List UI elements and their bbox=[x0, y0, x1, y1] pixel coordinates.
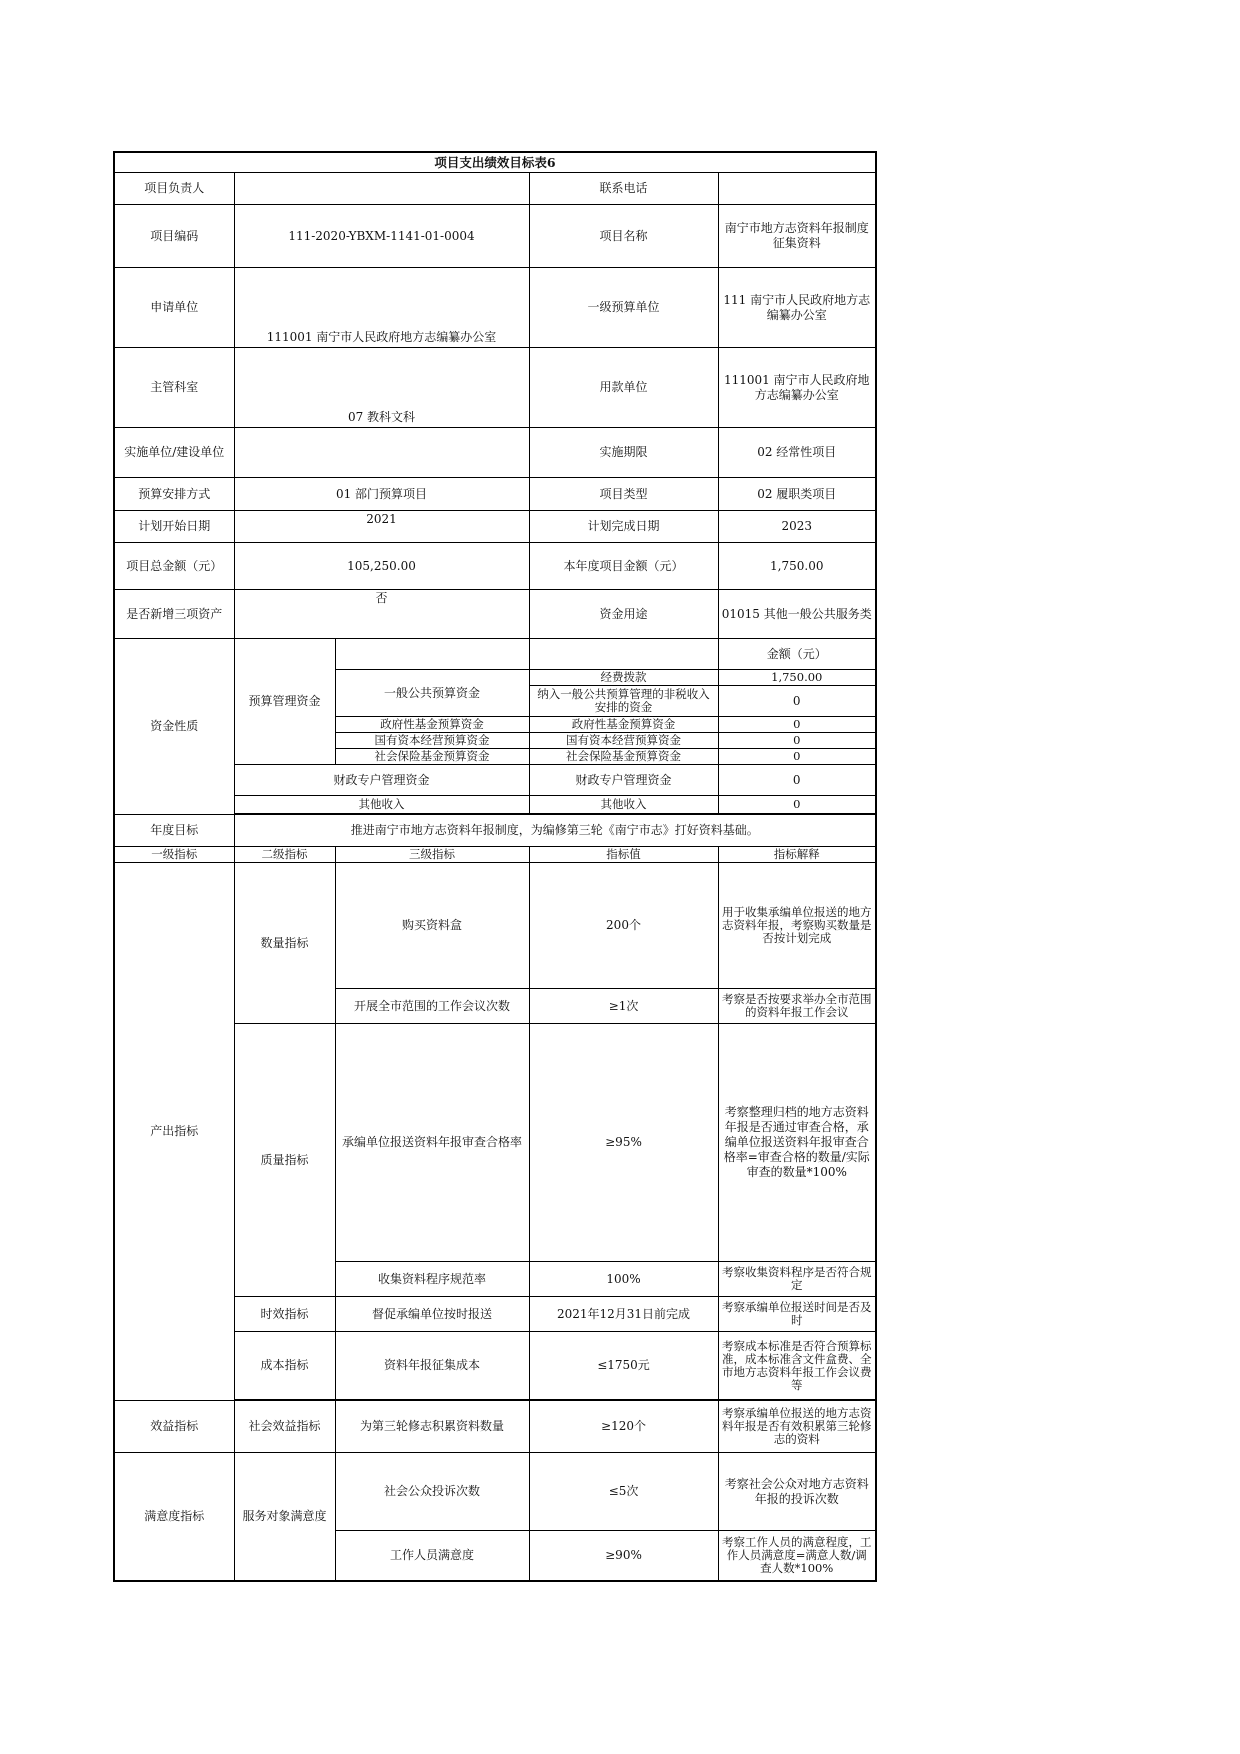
annual-goal-label: 年度目标 bbox=[114, 815, 234, 847]
cost-indicator: 成本指标 bbox=[234, 1332, 335, 1400]
indicator-name: 工作人员满意度 bbox=[335, 1531, 529, 1581]
state-capital-value: 0 bbox=[718, 733, 876, 749]
quality-indicator: 质量指标 bbox=[234, 1024, 335, 1297]
indicator-desc: 考察承编单位报送的地方志资料年报是否有效积累第三轮修志的资料 bbox=[718, 1401, 876, 1453]
impl-unit-value bbox=[234, 428, 529, 478]
year-amount-label: 本年度项目金额（元） bbox=[529, 543, 718, 590]
gov-fund-label-2: 政府性基金预算资金 bbox=[529, 717, 718, 733]
apply-unit-value: 111001 南宁市人民政府地方志编纂办公室 bbox=[234, 268, 529, 348]
blank-cell bbox=[529, 639, 718, 670]
indicator-name: 为第三轮修志积累资料数量 bbox=[335, 1401, 529, 1453]
gov-fund-label: 政府性基金预算资金 bbox=[335, 717, 529, 733]
indicator-value: ≤1750元 bbox=[529, 1332, 718, 1400]
project-type-label: 项目类型 bbox=[529, 478, 718, 511]
plan-start-label: 计划开始日期 bbox=[114, 511, 234, 543]
annual-goal-value: 推进南宁市地方志资料年报制度，为编修第三轮《南宁市志》打好资料基础。 bbox=[234, 815, 876, 847]
indicator-header-level3: 三级指标 bbox=[335, 847, 529, 863]
total-amount-label: 项目总金额（元） bbox=[114, 543, 234, 590]
indicator-name: 社会公众投诉次数 bbox=[335, 1453, 529, 1531]
fund-nature-label: 资金性质 bbox=[114, 639, 234, 815]
indicator-desc: 考察社会公众对地方志资料年报的投诉次数 bbox=[718, 1453, 876, 1531]
project-type-value: 02 履职类项目 bbox=[718, 478, 876, 511]
project-name-value: 南宁市地方志资料年报制度征集资料 bbox=[718, 205, 876, 268]
plan-end-value: 2023 bbox=[718, 511, 876, 543]
satisfaction-level1: 满意度指标 bbox=[114, 1453, 234, 1581]
timeliness-indicator: 时效指标 bbox=[234, 1297, 335, 1332]
nontax-label: 纳入一般公共预算管理的非税收入安排的资金 bbox=[529, 686, 718, 717]
table-title: 项目支出绩效目标表6 bbox=[114, 152, 876, 173]
indicator-name: 督促承编单位按时报送 bbox=[335, 1297, 529, 1332]
indicator-header-value: 指标值 bbox=[529, 847, 718, 863]
gov-fund-value: 0 bbox=[718, 717, 876, 733]
fund-use-value: 01015 其他一般公共服务类 bbox=[718, 590, 876, 639]
indicator-name: 承编单位报送资料年报审查合格率 bbox=[335, 1024, 529, 1262]
year-amount-value: 1,750.00 bbox=[718, 543, 876, 590]
indicator-desc: 用于收集承编单位报送的地方志资料年报，考察购买数量是否按计划完成 bbox=[718, 863, 876, 989]
phone-label: 联系电话 bbox=[529, 173, 718, 205]
indicator-value: 100% bbox=[529, 1262, 718, 1297]
project-leader-value bbox=[234, 173, 529, 205]
phone-value bbox=[718, 173, 876, 205]
fund-user-value: 111001 南宁市人民政府地方志编纂办公室 bbox=[718, 348, 876, 428]
benefit-level1: 效益指标 bbox=[114, 1401, 234, 1453]
fund-user-label: 用款单位 bbox=[529, 348, 718, 428]
indicator-value: 200个 bbox=[529, 863, 718, 989]
fund-use-label: 资金用途 bbox=[529, 590, 718, 639]
indicator-value: ≤5次 bbox=[529, 1453, 718, 1531]
indicator-value: ≥120个 bbox=[529, 1401, 718, 1453]
amount-header: 金额（元） bbox=[718, 639, 876, 670]
supervisor-label: 主管科室 bbox=[114, 348, 234, 428]
indicator-desc: 考察收集资料程序是否符合规定 bbox=[718, 1262, 876, 1297]
nontax-value: 0 bbox=[718, 686, 876, 717]
impl-period-value: 02 经常性项目 bbox=[718, 428, 876, 478]
state-capital-label: 国有资本经营预算资金 bbox=[335, 733, 529, 749]
indicator-desc: 考察整理归档的地方志资料年报是否通过审查合格，承编单位报送资料年报审查合格率=审查合格的数量/实际审查的数量*100% bbox=[718, 1024, 876, 1262]
general-public-label: 一般公共预算资金 bbox=[335, 670, 529, 717]
supervisor-value: 07 教科文科 bbox=[234, 348, 529, 428]
blank-cell bbox=[335, 639, 529, 670]
indicator-name: 收集资料程序规范率 bbox=[335, 1262, 529, 1297]
indicator-value: ≥90% bbox=[529, 1531, 718, 1581]
state-capital-label-2: 国有资本经营预算资金 bbox=[529, 733, 718, 749]
social-ins-label-2: 社会保险基金预算资金 bbox=[529, 749, 718, 765]
indicator-header-level1: 一级指标 bbox=[114, 847, 234, 863]
indicator-header-desc: 指标解释 bbox=[718, 847, 876, 863]
impl-unit-label: 实施单位/建设单位 bbox=[114, 428, 234, 478]
plan-end-label: 计划完成日期 bbox=[529, 511, 718, 543]
indicator-name: 购买资料盒 bbox=[335, 863, 529, 989]
indicator-value: 2021年12月31日前完成 bbox=[529, 1297, 718, 1332]
indicator-header-level2: 二级指标 bbox=[234, 847, 335, 863]
plan-start-value: 2021 bbox=[234, 511, 529, 543]
total-amount-value: 105,250.00 bbox=[234, 543, 529, 590]
primary-budget-unit-value: 111 南宁市人民政府地方志编纂办公室 bbox=[718, 268, 876, 348]
indicator-value: ≥95% bbox=[529, 1024, 718, 1262]
special-account-label: 财政专户管理资金 bbox=[234, 765, 529, 796]
indicator-desc: 考察承编单位报送时间是否及时 bbox=[718, 1297, 876, 1332]
indicator-name: 资料年报征集成本 bbox=[335, 1332, 529, 1400]
project-code-value: 111-2020-YBXM-1141-01-0004 bbox=[234, 205, 529, 268]
primary-budget-unit-label: 一级预算单位 bbox=[529, 268, 718, 348]
project-leader-label: 项目负责人 bbox=[114, 173, 234, 205]
project-name-label: 项目名称 bbox=[529, 205, 718, 268]
other-income-label: 其他收入 bbox=[234, 796, 529, 814]
social-ins-label: 社会保险基金预算资金 bbox=[335, 749, 529, 765]
social-benefit-indicator: 社会效益指标 bbox=[234, 1401, 335, 1453]
other-income-value: 0 bbox=[718, 796, 876, 814]
service-satisfaction-indicator: 服务对象满意度 bbox=[234, 1453, 335, 1581]
indicator-desc: 考察是否按要求举办全市范围的资料年报工作会议 bbox=[718, 989, 876, 1024]
project-code-label: 项目编码 bbox=[114, 205, 234, 268]
appropriation-label: 经费拨款 bbox=[529, 670, 718, 686]
budget-method-label: 预算安排方式 bbox=[114, 478, 234, 511]
output-level1: 产出指标 bbox=[114, 863, 234, 1401]
impl-period-label: 实施期限 bbox=[529, 428, 718, 478]
appropriation-value: 1,750.00 bbox=[718, 670, 876, 686]
apply-unit-label: 申请单位 bbox=[114, 268, 234, 348]
quantity-indicator: 数量指标 bbox=[234, 863, 335, 1024]
budget-mgmt-label: 预算管理资金 bbox=[234, 639, 335, 765]
performance-target-table bbox=[113, 151, 877, 1582]
indicator-name: 开展全市范围的工作会议次数 bbox=[335, 989, 529, 1024]
social-ins-value: 0 bbox=[718, 749, 876, 765]
new-assets-label: 是否新增三项资产 bbox=[114, 590, 234, 639]
indicator-value: ≥1次 bbox=[529, 989, 718, 1024]
special-account-value: 0 bbox=[718, 765, 876, 796]
special-account-label-2: 财政专户管理资金 bbox=[529, 765, 718, 796]
performance-target-sheet bbox=[113, 151, 877, 1582]
other-income-label-2: 其他收入 bbox=[529, 796, 718, 814]
indicator-desc: 考察工作人员的满意程度，工作人员满意度=满意人数/调查人数*100% bbox=[718, 1531, 876, 1581]
budget-method-value: 01 部门预算项目 bbox=[234, 478, 529, 511]
new-assets-value: 否 bbox=[234, 590, 529, 639]
indicator-desc: 考察成本标准是否符合预算标准，成本标准含文件盒费、全市地方志资料年报工作会议费等 bbox=[718, 1332, 876, 1400]
